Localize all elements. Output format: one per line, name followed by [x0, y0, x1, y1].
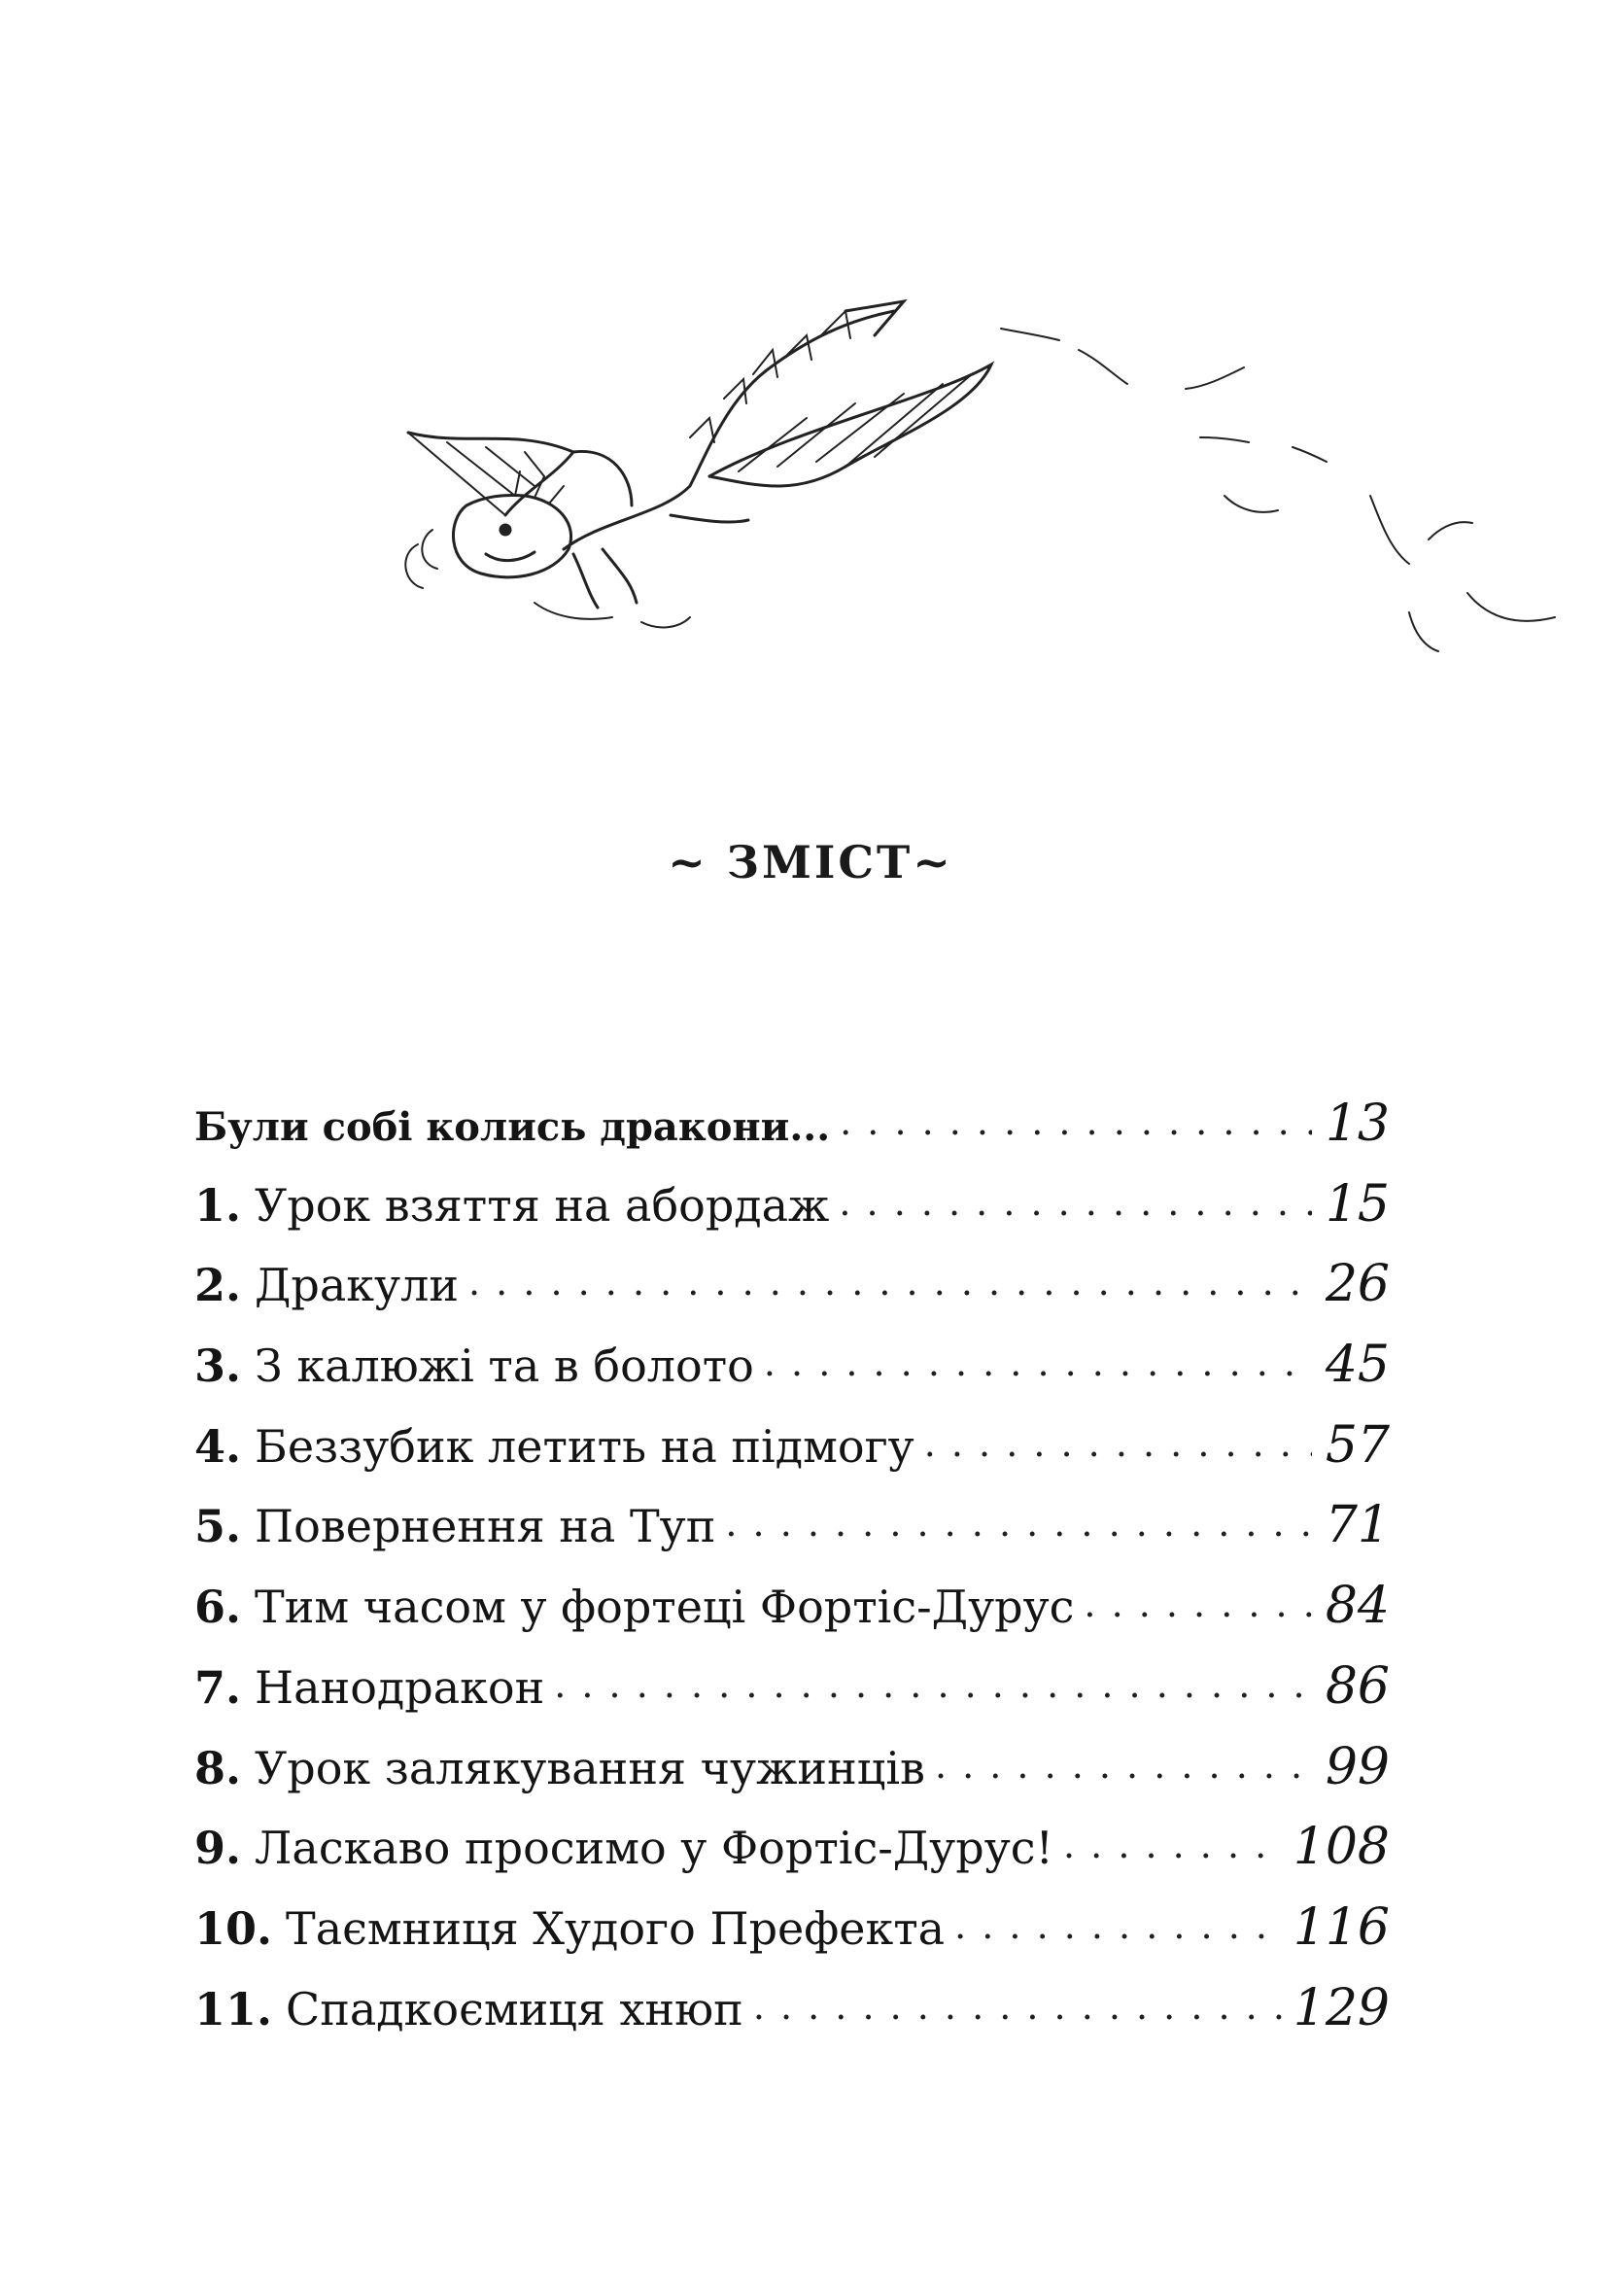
toc-entry-number: 3.: [194, 1339, 242, 1393]
toc-entry[interactable]: [194, 1244, 1390, 1325]
toc-entry-number: 11.: [194, 1982, 273, 2035]
toc-entry-page: 99: [1325, 1737, 1390, 1796]
toc-entry[interactable]: [194, 1727, 1390, 1808]
toc-entry-number: 2.: [194, 1259, 242, 1312]
toc-entry-number: 8.: [194, 1741, 242, 1794]
toc-entry-title: Таємниця Худого Префекта: [286, 1901, 946, 1955]
toc-leader-dots: [924, 1401, 1312, 1484]
toc-entry[interactable]: [194, 1325, 1390, 1406]
toc-entry-title: Повернення на Туп: [255, 1500, 716, 1553]
toc-entry-number: 4.: [194, 1419, 242, 1473]
toc-heading: ~ ЗМІСТ~: [668, 836, 953, 888]
toc-entry-title: Беззубик летить на підмогу: [255, 1419, 914, 1473]
toc-entry[interactable]: [194, 1165, 1390, 1245]
toc-entry-page: 86: [1325, 1656, 1390, 1716]
toc-leader-dots: [1063, 1802, 1284, 1886]
toc-leader-dots: [764, 1320, 1312, 1404]
toc-entry-page: 116: [1293, 1897, 1390, 1957]
toc-leader-dots: [839, 1160, 1312, 1243]
toc-entry-number: 1.: [194, 1178, 242, 1232]
toc-entry-number: 5.: [194, 1500, 242, 1553]
toc-entry-page: 45: [1325, 1336, 1390, 1395]
toc-entry-title: Урок залякування чужинців: [255, 1741, 925, 1794]
toc-entry-page: 26: [1325, 1255, 1390, 1314]
toc-entry-page: 108: [1293, 1818, 1390, 1877]
toc-entry-page: 13: [1325, 1095, 1390, 1153]
toc-entry-page: 129: [1293, 1978, 1390, 2037]
toc-leader-dots: [725, 1480, 1312, 1564]
toc-entry-number: 6.: [194, 1581, 242, 1634]
toc-entry[interactable]: [194, 1968, 1390, 2049]
toc-entry[interactable]: [194, 1888, 1390, 1968]
toc-entry[interactable]: [194, 1807, 1390, 1888]
toc-entry-title: Нанодракон: [255, 1660, 545, 1714]
toc-entry-title: Дракули: [255, 1259, 459, 1312]
toc-entry[interactable]: [194, 1485, 1390, 1566]
flying-dragon-sketch-icon: [389, 282, 1621, 787]
toc-entry-number: 9.: [194, 1822, 242, 1875]
table-of-contents: [194, 1084, 1390, 2048]
toc-entry[interactable]: [194, 1406, 1390, 1486]
toc-entry-page: 84: [1325, 1577, 1390, 1636]
toc-leader-dots: [954, 1883, 1284, 1966]
toc-entry-page: 15: [1325, 1174, 1390, 1234]
toc-leader-dots: [935, 1722, 1312, 1806]
toc-entry-title: Були собі колись дракони...: [194, 1104, 831, 1150]
toc-entry-number: 10.: [194, 1901, 273, 1955]
toc-entry-page: 57: [1325, 1415, 1390, 1475]
toc-entry[interactable]: [194, 1647, 1390, 1727]
toc-entry[interactable]: [194, 1566, 1390, 1647]
toc-entry-title: Ласкаво просимо у Фортіс-Дурус!: [255, 1822, 1054, 1875]
dragon-illustration: [389, 282, 1621, 787]
toc-entry[interactable]: [194, 1084, 1390, 1165]
toc-leader-dots: [1084, 1561, 1312, 1645]
toc-leader-dots: [554, 1642, 1312, 1725]
toc-leader-dots: [468, 1239, 1312, 1323]
toc-entry-title: Тим часом у фортеці Фортіс-Дурус: [255, 1581, 1075, 1634]
toc-leader-dots: [753, 1964, 1284, 2047]
toc-entry-number: 7.: [194, 1660, 242, 1714]
toc-entry-page: 71: [1325, 1496, 1390, 1555]
toc-entry-title: З калюжі та в болото: [255, 1339, 754, 1393]
toc-entry-title: Урок взяття на абордаж: [255, 1178, 830, 1232]
toc-entry-title: Спадкоємиця хнюп: [286, 1982, 743, 2035]
toc-leader-dots: [840, 1079, 1312, 1163]
